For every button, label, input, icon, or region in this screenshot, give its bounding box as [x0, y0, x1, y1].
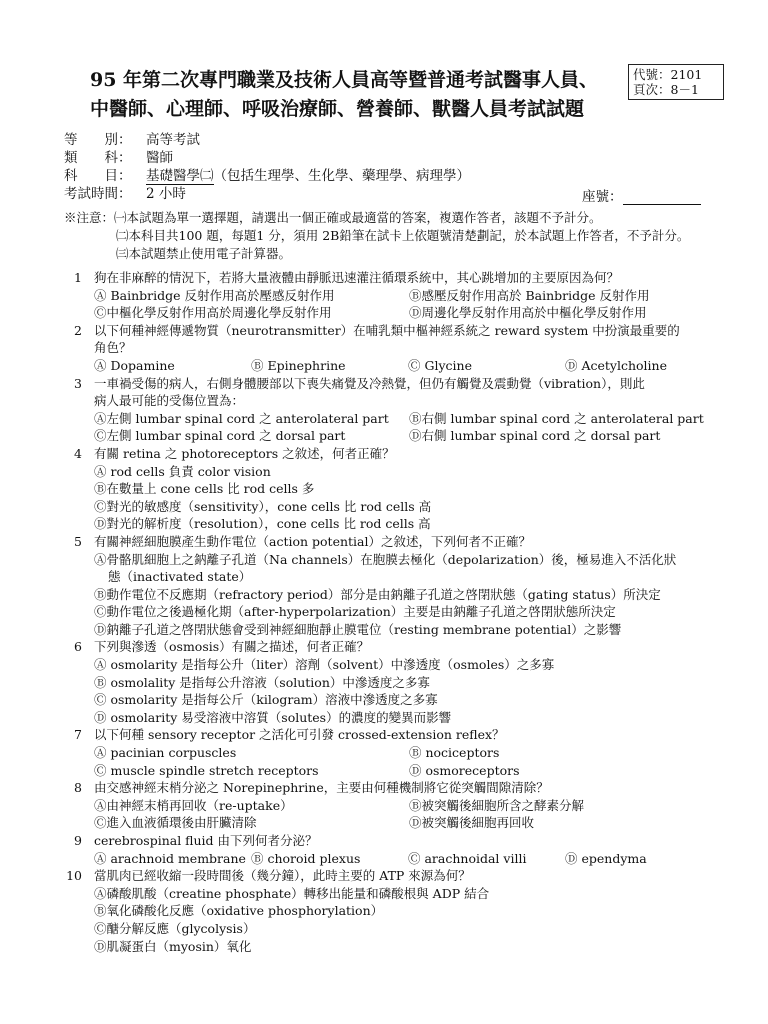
option-b: Ⓑ感壓反射作用高於 Bainbridge 反射作用	[409, 287, 650, 303]
question-1	[64, 269, 724, 322]
option-b: Ⓑ被突觸後細胞所含之酵素分解	[409, 797, 585, 813]
option-d: Ⓓ對光的解析度（resolution），cone cells 比 rod cells 高	[94, 516, 431, 532]
note-1: ※注意：㈠本試題為單一選擇題，請選出一個正確或最適當的答案，複選作答者，該題不予計分。	[64, 210, 602, 225]
question-stem: 下列與滲透（osmosis）有關之描述，何者正確？	[94, 639, 370, 655]
option-a: Ⓐ由神經末梢再回收（re-uptake）	[94, 797, 293, 813]
question-stem: 有關 retina 之 photoreceptors 之敘述，何者正確？	[94, 445, 395, 461]
subject-value: 基礎醫學㈡	[146, 168, 214, 184]
option-b: Ⓑ Epinephrine	[251, 357, 346, 373]
question-7	[64, 726, 724, 779]
option-a: Ⓐ磷酸肌酸（creatine phosphate）轉移出能量和磷酸根與 ADP 結合	[94, 885, 490, 901]
option-a-cont: 態（inactivated state）	[108, 569, 252, 585]
question-number: 2	[74, 322, 82, 338]
question-number: 1	[74, 270, 82, 285]
option-c: Ⓒ muscle spindle stretch receptors	[94, 762, 319, 778]
option-d: Ⓓ鈉離子孔道之啓閉狀態會受到神經細胞靜止膜電位（resting membrane potential）之影響	[94, 621, 622, 637]
title-line-1: 95 年第二次專門職業及技術人員高等暨普通考試醫事人員、	[90, 69, 599, 91]
question-stem: 以下何種神經傳遞物質（neurotransmitter）在哺乳類中樞神經系統之 reward system 中扮演最重要的	[94, 322, 680, 338]
option-a: Ⓐ Bainbridge 反射作用高於壓感反射作用	[94, 287, 335, 303]
question-number: 9	[74, 833, 82, 848]
question-5	[64, 533, 724, 639]
dept-value: 醫師	[146, 150, 173, 166]
level-value: 高等考試	[146, 132, 200, 148]
option-b: Ⓑ動作電位不反應期（refractory period）部分是由鈉離子孔道之啓閉狀態（gating status）所決定	[94, 586, 661, 602]
question-4	[64, 445, 724, 533]
question-number: 10	[66, 868, 82, 884]
subject-note: （包括生理學、生化學、藥理學、病理學）	[213, 168, 470, 184]
option-d: Ⓓ ependyma	[565, 850, 647, 866]
option-d: Ⓓ右側 lumbar spinal cord 之 dorsal part	[409, 428, 661, 444]
code-box	[628, 64, 724, 100]
option-c: Ⓒ中樞化學反射作用高於周邊化學反射作用	[94, 305, 332, 321]
dept-label: 類 科：	[64, 150, 132, 166]
question-number: 6	[74, 639, 82, 655]
question-9	[64, 832, 724, 867]
option-c: Ⓒ醣分解反應（glycolysis）	[94, 920, 256, 936]
option-a: Ⓐ osmolarity 是指每公升（liter）溶劑（solvent）中滲透度（osmoles）之多寡	[94, 657, 555, 673]
question-2	[64, 322, 724, 375]
time-value: 2 小時	[146, 186, 186, 202]
option-c: Ⓒ Glycine	[408, 357, 472, 373]
option-b: Ⓑ在數量上 cone cells 比 rod cells 多	[94, 481, 315, 497]
seat-line	[623, 190, 701, 205]
question-stem: 狗在非麻醉的情況下，若將大量液體由靜脈迅速灌注循環系統中，其心跳增加的主要原因為何？	[94, 270, 620, 285]
exam-code: 代號：2101	[633, 67, 703, 82]
question-number: 7	[74, 727, 82, 743]
time-label: 考試時間：	[64, 186, 132, 202]
option-b: Ⓑ choroid plexus	[251, 850, 361, 866]
question-number: 3	[74, 375, 82, 391]
question-stem: 由交感神經末梢分泌之 Norepinephrine，主要由何種機制將它從突觸間隙清除？	[94, 780, 549, 796]
option-a: Ⓐ Dopamine	[94, 357, 175, 373]
page-number: 頁次：8－1	[633, 82, 699, 97]
option-d: Ⓓ周邊化學反射作用高於中樞化學反射作用	[409, 305, 647, 321]
option-a: Ⓐ pacinian corpuscles	[94, 745, 237, 761]
option-a: Ⓐ arachnoid membrane	[94, 850, 246, 866]
question-stem-cont: 角色？	[94, 340, 132, 356]
question-number: 5	[74, 533, 82, 549]
option-c: Ⓒ動作電位之後過極化期（after-hyperpolarization）主要是由鈉離子孔道之啓閉狀態所決定	[94, 604, 616, 620]
question-stem: 當肌肉已經收縮一段時間後（幾分鐘），此時主要的 ATP 來源為何？	[94, 868, 471, 884]
option-c: Ⓒ左側 lumbar spinal cord 之 dorsal part	[94, 428, 346, 444]
subject-label: 科 目：	[64, 168, 132, 184]
option-c: Ⓒ進入血液循環後由肝臟清除	[94, 815, 257, 831]
question-10	[64, 867, 724, 955]
note-3: ㈢本試題禁止使用電子計算器。	[116, 246, 292, 261]
option-d: Ⓓ被突觸後細胞再回收	[409, 815, 535, 831]
option-a: Ⓐ左側 lumbar spinal cord 之 anterolateral part	[94, 410, 389, 426]
question-stem: 有關神經細胞膜產生動作電位（action potential）之敘述，下列何者不正確？	[94, 533, 531, 549]
option-c: Ⓒ arachnoidal villi	[408, 850, 527, 866]
option-b: Ⓑ右側 lumbar spinal cord 之 anterolateral part	[409, 410, 704, 426]
option-d: Ⓓ osmolarity 易受溶液中溶質（solutes）的濃度的變異而影響	[94, 709, 452, 725]
question-stem: 以下何種 sensory receptor 之活化可引發 crossed-extension reflex？	[94, 727, 505, 743]
question-8	[64, 779, 724, 832]
question-number: 8	[74, 780, 82, 796]
option-d: Ⓓ osmoreceptors	[409, 762, 520, 778]
option-d: Ⓓ Acetylcholine	[565, 357, 668, 373]
question-stem: 一車禍受傷的病人，右側身體腰部以下喪失痛覺及冷熱覺，但仍有觸覺及震動覺（vibration），則此	[94, 375, 645, 391]
exam-notes	[64, 209, 689, 263]
title-line-2: 中醫師、心理師、呼吸治療師、營養師、獸醫人員考試試題	[90, 98, 585, 120]
option-b: Ⓑ osmolality 是指每公升溶液（solution）中滲透度之多寡	[94, 674, 430, 690]
exam-title	[90, 66, 620, 124]
level-label: 等 別：	[64, 132, 132, 148]
question-3	[64, 375, 724, 445]
seat-number	[582, 185, 701, 205]
question-stem-cont: 病人最可能的受傷位置為：	[94, 393, 245, 409]
option-c: Ⓒ對光的敏感度（sensitivity），cone cells 比 rod cells 高	[94, 498, 432, 514]
option-b: Ⓑ nociceptors	[409, 745, 500, 761]
option-c: Ⓒ osmolarity 是指每公斤（kilogram）溶液中滲透度之多寡	[94, 692, 438, 708]
exam-meta	[64, 131, 470, 203]
question-6	[64, 638, 724, 726]
note-2: ㈡本科目共100 題，每題1 分，須用 2B鉛筆在試卡上依題號清楚劃記，於本試題上作答者，不予計分。	[116, 228, 690, 243]
seat-label: 座號：	[582, 189, 623, 205]
question-stem: cerebrospinal fluid 由下列何者分泌？	[94, 833, 318, 848]
option-d: Ⓓ肌凝蛋白（myosin）氧化	[94, 938, 252, 954]
option-a: Ⓐ骨骼肌細胞上之鈉離子孔道（Na channels）在胞膜去極化（depolarization）後，極易進入不活化狀	[94, 551, 677, 567]
question-number: 4	[74, 445, 82, 461]
option-a: Ⓐ rod cells 負責 color vision	[94, 463, 271, 479]
option-b: Ⓑ氧化磷酸化反應（oxidative phosphorylation）	[94, 903, 384, 919]
question-list	[64, 269, 724, 955]
